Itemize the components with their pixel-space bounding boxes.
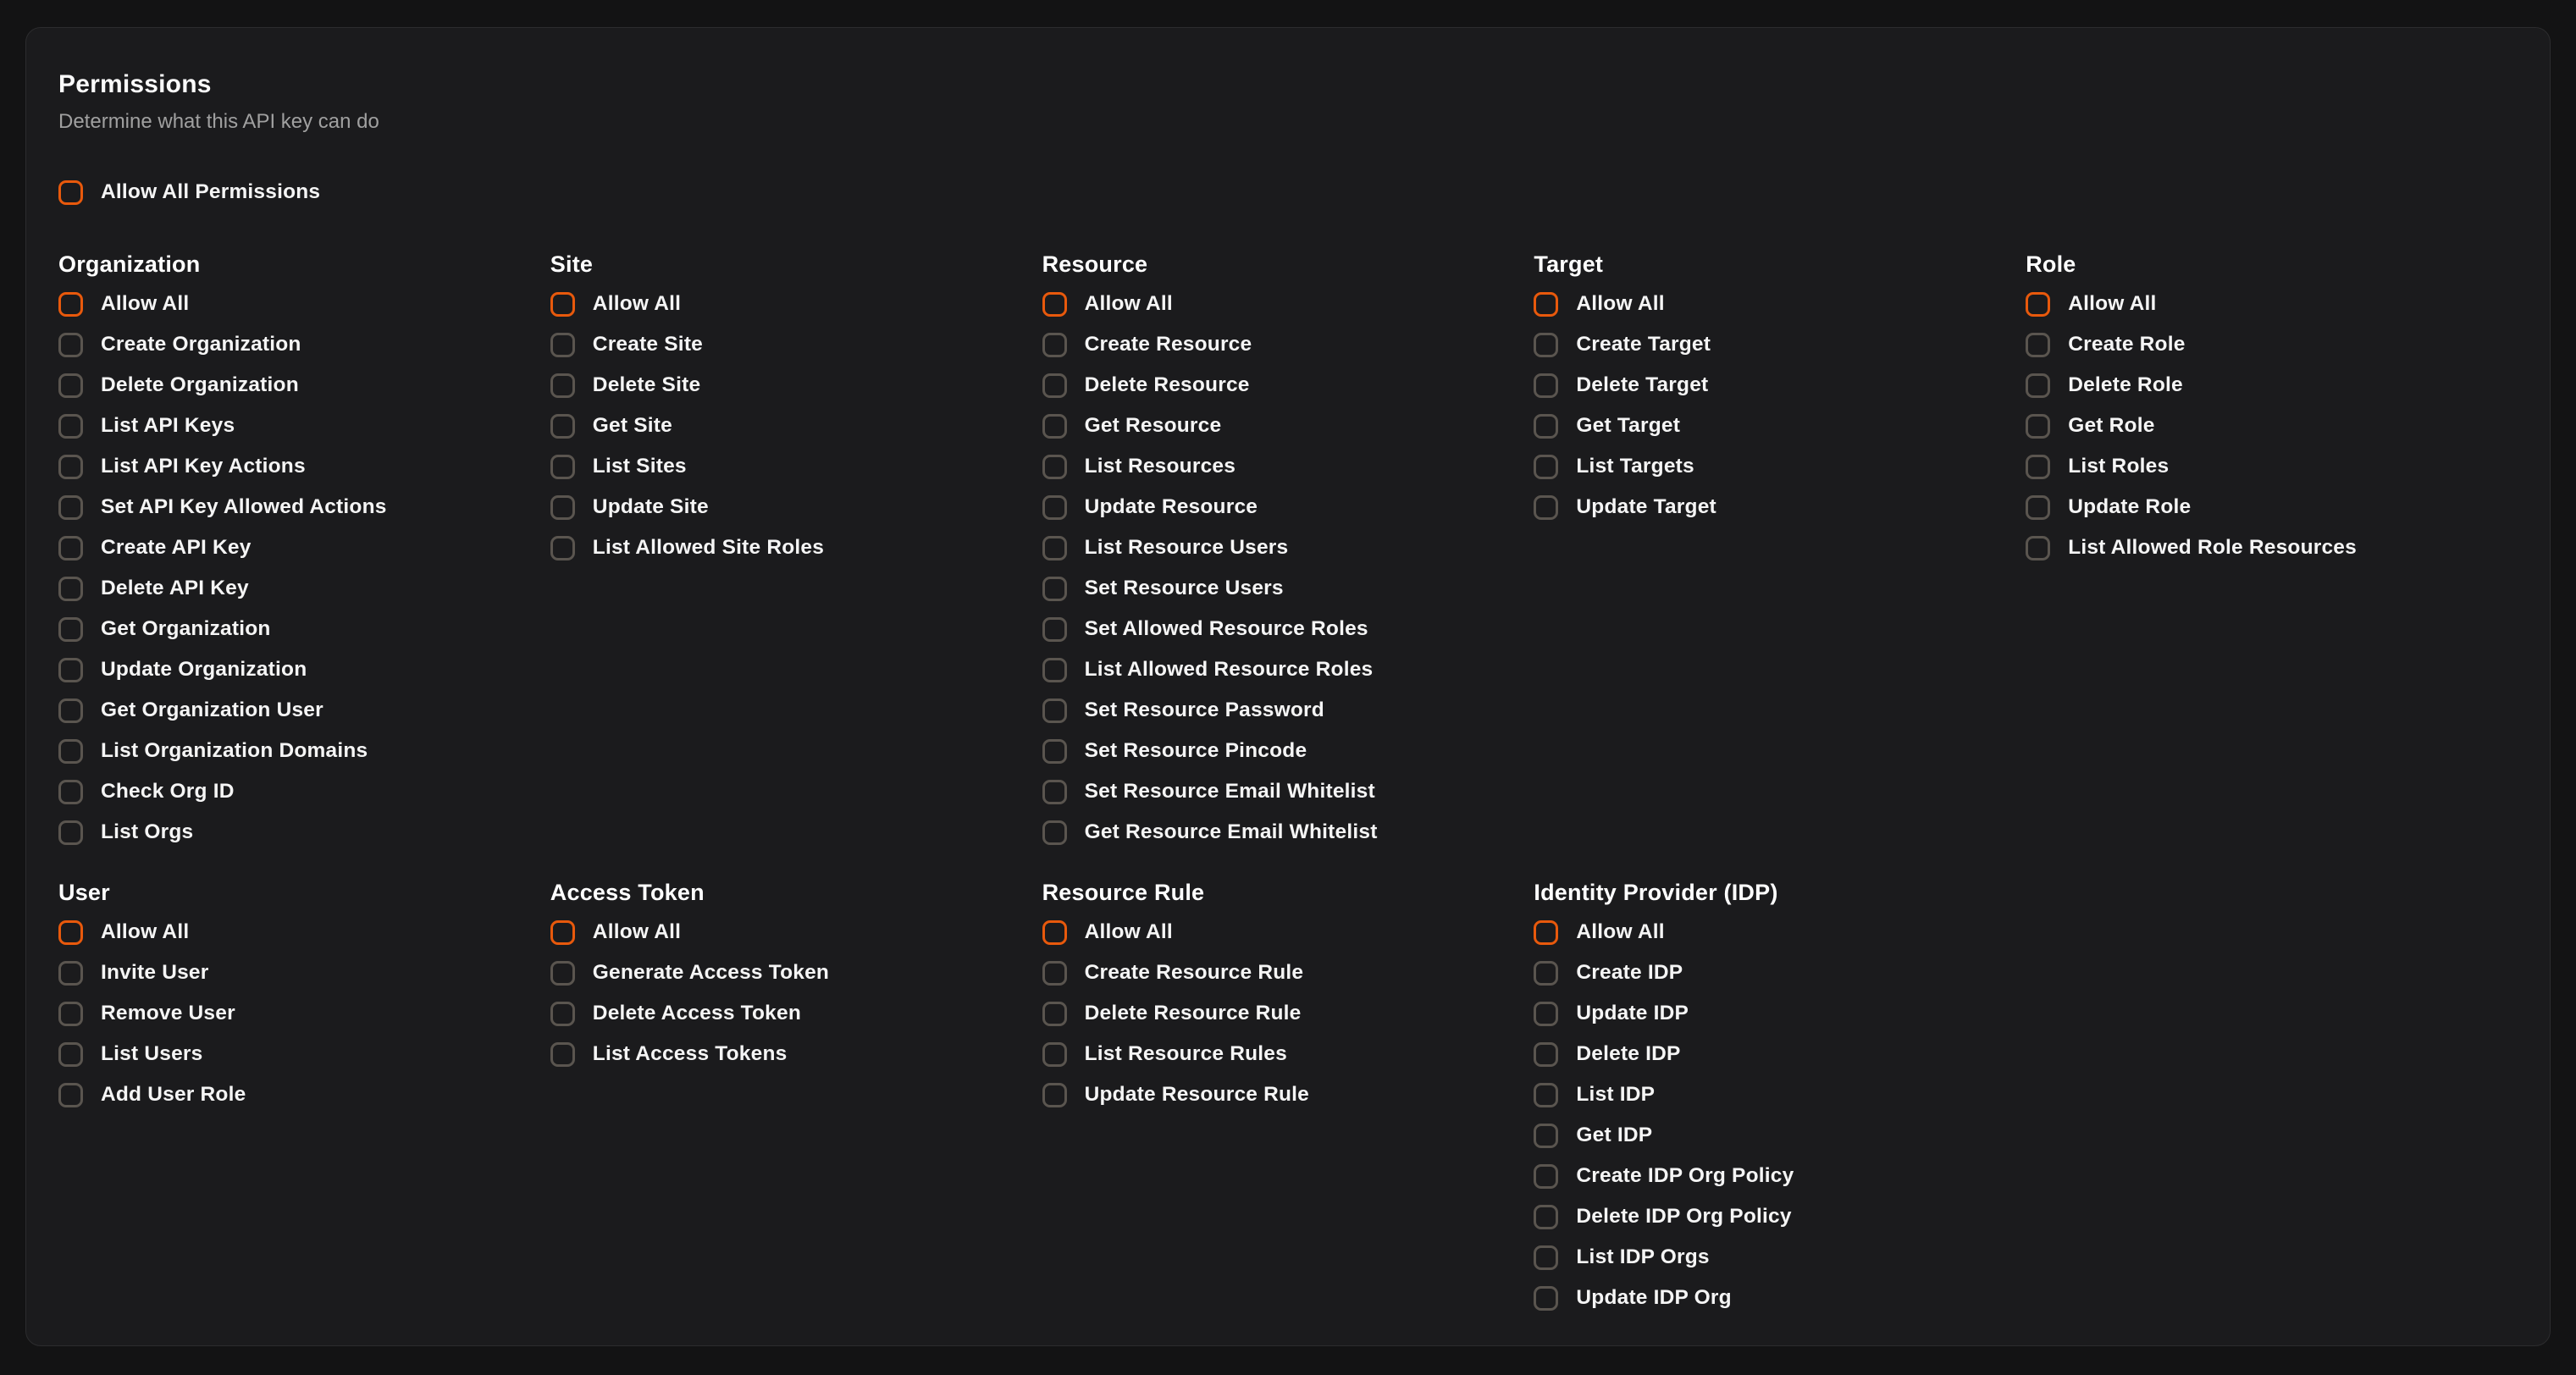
checkbox-icon[interactable] xyxy=(550,455,575,479)
checkbox-icon[interactable] xyxy=(1534,1124,1558,1148)
permission-checkbox-row[interactable] xyxy=(1534,993,2026,1034)
permission-label: Get Target xyxy=(1576,414,1681,437)
permission-label: Remove User xyxy=(101,1002,235,1024)
permission-checkbox-row[interactable] xyxy=(1534,1237,2026,1278)
section-title: Organization xyxy=(58,251,201,277)
permission-label: Get Organization xyxy=(101,617,271,640)
checkbox-icon[interactable] xyxy=(1534,961,1558,986)
checkbox-icon[interactable] xyxy=(1534,1164,1558,1189)
permission-label: List Sites xyxy=(592,455,687,478)
checkbox-icon[interactable] xyxy=(1534,1002,1558,1026)
permission-checkbox-row[interactable] xyxy=(2026,365,2518,406)
checkbox-icon[interactable] xyxy=(1042,920,1067,945)
permission-label: List Roles xyxy=(2068,455,2170,478)
permission-checkbox-row[interactable] xyxy=(1042,446,1534,487)
checkbox-icon[interactable] xyxy=(1042,292,1067,317)
permission-label: Check Org ID xyxy=(101,780,235,803)
permissions-card xyxy=(25,27,2551,1346)
checkbox-icon[interactable] xyxy=(550,1042,575,1067)
permission-section xyxy=(58,878,550,1115)
checkbox-icon[interactable] xyxy=(58,414,83,439)
section-title: Identity Provider (IDP) xyxy=(1534,880,1778,905)
permission-label: Delete Resource Rule xyxy=(1084,1002,1302,1024)
permission-checkbox-row[interactable] xyxy=(550,1034,1042,1074)
permission-checkbox-row[interactable] xyxy=(1534,406,2026,446)
checkbox-icon[interactable] xyxy=(58,780,83,804)
permission-label: Update Resource xyxy=(1084,495,1258,518)
permission-checkbox-row[interactable] xyxy=(1534,487,2026,527)
permission-checkbox-row[interactable] xyxy=(58,731,550,771)
permission-checkbox-row[interactable] xyxy=(1534,284,2026,324)
permission-label: Create IDP Org Policy xyxy=(1576,1164,1794,1187)
checkbox-icon[interactable] xyxy=(1042,617,1067,642)
checkbox-icon[interactable] xyxy=(1534,414,1558,439)
permission-label: Allow All xyxy=(1576,920,1665,943)
permission-checkbox-row[interactable] xyxy=(1042,1034,1534,1074)
permission-checkbox-row[interactable] xyxy=(2026,324,2518,365)
permission-label: Allow All xyxy=(1084,920,1173,943)
permission-checkbox-row[interactable] xyxy=(1042,993,1534,1034)
permission-checkbox-row[interactable] xyxy=(1534,446,2026,487)
permission-label: List API Key Actions xyxy=(101,455,306,478)
permission-label: Create Organization xyxy=(101,333,301,356)
permission-checkbox-row[interactable] xyxy=(1534,912,2026,953)
permission-checkbox-row[interactable] xyxy=(58,324,550,365)
permission-checkbox-row[interactable] xyxy=(1042,953,1534,993)
checkbox-icon[interactable] xyxy=(58,333,83,357)
permission-checkbox-row[interactable] xyxy=(2026,284,2518,324)
checkbox-icon[interactable] xyxy=(1042,961,1067,986)
permissions-grid xyxy=(58,250,2518,1318)
permission-checkbox-row[interactable] xyxy=(1534,1196,2026,1237)
permission-label: Allow All xyxy=(592,920,682,943)
permission-section xyxy=(1534,250,2026,527)
checkbox-icon[interactable] xyxy=(1534,1083,1558,1107)
section-title: Target xyxy=(1534,251,1604,277)
permission-label: List Orgs xyxy=(101,820,194,843)
permission-checkbox-row[interactable] xyxy=(58,609,550,649)
permission-checkbox-row[interactable] xyxy=(58,284,550,324)
permission-label: Allow All xyxy=(101,292,190,315)
permission-checkbox-row[interactable] xyxy=(1534,1278,2026,1318)
permission-label: Update IDP xyxy=(1576,1002,1689,1024)
checkbox-icon[interactable] xyxy=(58,373,83,398)
permission-label: Invite User xyxy=(101,961,209,984)
panel-title: Permissions xyxy=(58,70,212,98)
permission-checkbox-row[interactable] xyxy=(1042,690,1534,731)
checkbox-icon[interactable] xyxy=(2026,414,2050,439)
checkbox-icon[interactable] xyxy=(58,455,83,479)
checkbox-icon[interactable] xyxy=(1534,292,1558,317)
permission-checkbox-row[interactable] xyxy=(2026,446,2518,487)
checkbox-icon[interactable] xyxy=(58,658,83,682)
permission-label: Delete Site xyxy=(592,373,701,396)
permission-label: Create Target xyxy=(1576,333,1711,356)
checkbox-icon[interactable] xyxy=(550,495,575,520)
checkbox-icon[interactable] xyxy=(1534,1205,1558,1229)
permission-checkbox-row[interactable] xyxy=(58,649,550,690)
checkbox-icon[interactable] xyxy=(550,536,575,560)
checkbox-icon[interactable] xyxy=(1042,739,1067,764)
checkbox-icon[interactable] xyxy=(58,739,83,764)
permission-checkbox-row[interactable] xyxy=(1042,812,1534,853)
checkbox-icon[interactable] xyxy=(550,1002,575,1026)
permission-checkbox-row[interactable] xyxy=(1042,649,1534,690)
permission-section xyxy=(550,878,1042,1074)
permission-checkbox-row[interactable] xyxy=(550,993,1042,1034)
permission-label: Delete IDP Org Policy xyxy=(1576,1205,1792,1228)
permission-checkbox-row[interactable] xyxy=(1534,1034,2026,1074)
permission-checkbox-row[interactable] xyxy=(1042,912,1534,953)
permission-checkbox-row[interactable] xyxy=(2026,406,2518,446)
permission-checkbox-row[interactable] xyxy=(1042,1074,1534,1115)
permission-label: Allow All xyxy=(1576,292,1665,315)
permission-label: Create Resource Rule xyxy=(1084,961,1304,984)
permission-section xyxy=(1534,878,2026,1318)
permission-checkbox-row[interactable] xyxy=(58,1074,550,1115)
permission-checkbox-row[interactable] xyxy=(550,284,1042,324)
panel-subtitle: Determine what this API key can do xyxy=(58,110,379,133)
permission-checkbox-row[interactable] xyxy=(1042,324,1534,365)
permission-label: Set API Key Allowed Actions xyxy=(101,495,387,518)
checkbox-icon[interactable] xyxy=(2026,455,2050,479)
checkbox-icon[interactable] xyxy=(1042,373,1067,398)
checkbox-icon[interactable] xyxy=(1042,414,1067,439)
permission-checkbox-row[interactable] xyxy=(58,953,550,993)
checkbox-icon[interactable] xyxy=(550,414,575,439)
checkbox-icon[interactable] xyxy=(2026,495,2050,520)
permission-label: Create API Key xyxy=(101,536,252,559)
section-title: Role xyxy=(2026,251,2076,277)
permission-label: Delete Role xyxy=(2068,373,2183,396)
permission-checkbox-row[interactable] xyxy=(1042,284,1534,324)
permission-label: Update IDP Org xyxy=(1576,1286,1732,1309)
allow-all-permissions-row[interactable] xyxy=(58,172,2518,213)
checkbox-icon[interactable] xyxy=(1042,780,1067,804)
permission-checkbox-row[interactable] xyxy=(1042,406,1534,446)
checkbox-icon[interactable] xyxy=(1534,1042,1558,1067)
permission-label: List Targets xyxy=(1576,455,1694,478)
permission-label: Get Resource xyxy=(1084,414,1222,437)
checkbox-icon[interactable] xyxy=(1042,333,1067,357)
checkbox-icon[interactable] xyxy=(58,495,83,520)
checkbox-icon[interactable] xyxy=(1042,699,1067,723)
permission-checkbox-row[interactable] xyxy=(1042,731,1534,771)
permission-checkbox-row[interactable] xyxy=(1042,771,1534,812)
checkbox-icon[interactable] xyxy=(58,536,83,560)
permission-label: Add User Role xyxy=(101,1083,246,1106)
permission-label: Update Resource Rule xyxy=(1084,1083,1309,1106)
permission-label: Delete Access Token xyxy=(592,1002,801,1024)
permission-section xyxy=(58,250,550,853)
section-title: Access Token xyxy=(550,880,705,905)
checkbox-icon[interactable] xyxy=(58,617,83,642)
permission-checkbox-row[interactable] xyxy=(58,771,550,812)
permission-label: List Organization Domains xyxy=(101,739,368,762)
permission-checkbox-row[interactable] xyxy=(58,1034,550,1074)
checkbox-icon[interactable] xyxy=(1042,1042,1067,1067)
permission-label: Update Site xyxy=(592,495,709,518)
checkbox-icon[interactable] xyxy=(1042,577,1067,601)
permission-label: Allow All Permissions xyxy=(101,180,321,203)
section-title: Resource xyxy=(1042,251,1148,277)
permission-label: List Allowed Resource Roles xyxy=(1084,658,1374,681)
permission-label: List Resources xyxy=(1084,455,1236,478)
checkbox-icon[interactable] xyxy=(58,961,83,986)
permission-checkbox-row[interactable] xyxy=(58,812,550,853)
permission-label: Get Resource Email Whitelist xyxy=(1084,820,1378,843)
permission-label: Get IDP xyxy=(1576,1124,1653,1146)
permission-label: Update Target xyxy=(1576,495,1716,518)
checkbox-icon[interactable] xyxy=(1042,1002,1067,1026)
permission-checkbox-row[interactable] xyxy=(1042,487,1534,527)
checkbox-icon[interactable] xyxy=(58,1002,83,1026)
checkbox-icon[interactable] xyxy=(58,699,83,723)
permission-checkbox-row[interactable] xyxy=(1534,1115,2026,1156)
permission-checkbox-row[interactable] xyxy=(550,324,1042,365)
permission-checkbox-row[interactable] xyxy=(1534,1074,2026,1115)
checkbox-icon[interactable] xyxy=(58,820,83,845)
permission-label: List IDP xyxy=(1576,1083,1656,1106)
permission-label: Set Resource Users xyxy=(1084,577,1284,599)
permission-label: List Users xyxy=(101,1042,203,1065)
checkbox-icon[interactable] xyxy=(1042,820,1067,845)
permission-checkbox-row[interactable] xyxy=(58,912,550,953)
permission-checkbox-row[interactable] xyxy=(58,446,550,487)
permission-checkbox-row[interactable] xyxy=(550,365,1042,406)
permission-label: Set Resource Email Whitelist xyxy=(1084,780,1375,803)
permission-checkbox-row[interactable] xyxy=(1534,1156,2026,1196)
permission-label: Delete Resource xyxy=(1084,373,1250,396)
section-title: Site xyxy=(550,251,594,277)
permission-checkbox-row[interactable] xyxy=(58,365,550,406)
checkbox-icon[interactable] xyxy=(2026,536,2050,560)
permission-checkbox-row[interactable] xyxy=(58,690,550,731)
permission-label: Set Resource Password xyxy=(1084,699,1324,721)
permission-checkbox-row[interactable] xyxy=(58,568,550,609)
permission-label: Allow All xyxy=(101,920,190,943)
permission-label: Create Role xyxy=(2068,333,2186,356)
checkbox-icon[interactable] xyxy=(1534,920,1558,945)
checkbox-icon[interactable] xyxy=(2026,373,2050,398)
permission-checkbox-row[interactable] xyxy=(58,993,550,1034)
checkbox-icon[interactable] xyxy=(1042,455,1067,479)
checkbox-icon[interactable] xyxy=(1534,495,1558,520)
permission-checkbox-row[interactable] xyxy=(1042,609,1534,649)
permission-checkbox-row[interactable] xyxy=(1042,568,1534,609)
permission-checkbox-row[interactable] xyxy=(550,487,1042,527)
checkbox-icon[interactable] xyxy=(550,961,575,986)
permission-label: Get Site xyxy=(592,414,672,437)
permission-label: Create Resource xyxy=(1084,333,1252,356)
checkbox-icon[interactable] xyxy=(1534,455,1558,479)
permission-label: List API Keys xyxy=(101,414,235,437)
checkbox-icon[interactable] xyxy=(1042,536,1067,560)
permission-checkbox-row[interactable] xyxy=(550,953,1042,993)
permission-label: Create Site xyxy=(592,333,703,356)
checkbox-icon[interactable] xyxy=(1042,1083,1067,1107)
permission-label: List Allowed Site Roles xyxy=(592,536,825,559)
permission-label: Delete IDP xyxy=(1576,1042,1681,1065)
checkbox-icon[interactable] xyxy=(1042,495,1067,520)
permission-checkbox-row[interactable] xyxy=(1042,527,1534,568)
permission-label: List Resource Users xyxy=(1084,536,1289,559)
permission-label: Delete Target xyxy=(1576,373,1709,396)
permission-checkbox-row[interactable] xyxy=(58,487,550,527)
checkbox-icon[interactable] xyxy=(1534,333,1558,357)
permission-label: Update Role xyxy=(2068,495,2192,518)
permission-label: List Allowed Role Resources xyxy=(2068,536,2357,559)
permission-label: Generate Access Token xyxy=(592,961,830,984)
permission-checkbox-row[interactable] xyxy=(58,527,550,568)
checkbox-icon[interactable] xyxy=(1534,1286,1558,1311)
checkbox-icon[interactable] xyxy=(2026,333,2050,357)
permission-section xyxy=(1042,250,1534,853)
permission-label: Update Organization xyxy=(101,658,307,681)
permission-label: Allow All xyxy=(592,292,682,315)
checkbox-icon[interactable] xyxy=(550,292,575,317)
permission-checkbox-row[interactable] xyxy=(58,406,550,446)
permission-checkbox-row[interactable] xyxy=(1042,365,1534,406)
permission-label: List Access Tokens xyxy=(592,1042,788,1065)
checkbox-icon[interactable] xyxy=(2026,292,2050,317)
checkbox-icon[interactable] xyxy=(58,1042,83,1067)
checkbox-icon[interactable] xyxy=(58,292,83,317)
permission-checkbox-row[interactable] xyxy=(550,912,1042,953)
permission-label: Delete Organization xyxy=(101,373,299,396)
checkbox-icon[interactable] xyxy=(1042,658,1067,682)
checkbox-icon[interactable] xyxy=(58,920,83,945)
permission-checkbox-row[interactable] xyxy=(1534,365,2026,406)
permission-checkbox-row[interactable] xyxy=(1534,324,2026,365)
checkbox-icon[interactable] xyxy=(58,577,83,601)
section-title: Resource Rule xyxy=(1042,880,1205,905)
checkbox-icon[interactable] xyxy=(58,180,83,205)
permission-checkbox-row[interactable] xyxy=(550,527,1042,568)
permission-section xyxy=(550,250,1042,568)
permission-checkbox-row[interactable] xyxy=(1534,953,2026,993)
permission-checkbox-row[interactable] xyxy=(2026,487,2518,527)
permission-checkbox-row[interactable] xyxy=(550,446,1042,487)
permission-label: Get Role xyxy=(2068,414,2155,437)
permission-label: List IDP Orgs xyxy=(1576,1245,1710,1268)
permission-label: Get Organization User xyxy=(101,699,323,721)
checkbox-icon[interactable] xyxy=(550,920,575,945)
permission-label: Delete API Key xyxy=(101,577,249,599)
permission-label: Set Allowed Resource Roles xyxy=(1084,617,1368,640)
section-title: User xyxy=(58,880,110,905)
checkbox-icon[interactable] xyxy=(1534,373,1558,398)
checkbox-icon[interactable] xyxy=(58,1083,83,1107)
checkbox-icon[interactable] xyxy=(550,333,575,357)
permission-checkbox-row[interactable] xyxy=(550,406,1042,446)
permission-label: List Resource Rules xyxy=(1084,1042,1287,1065)
permission-label: Set Resource Pincode xyxy=(1084,739,1307,762)
checkbox-icon[interactable] xyxy=(1534,1245,1558,1270)
permission-label: Allow All xyxy=(1084,292,1173,315)
permission-section xyxy=(1042,878,1534,1115)
permission-section xyxy=(2026,250,2518,568)
permission-checkbox-row[interactable] xyxy=(2026,527,2518,568)
permission-label: Create IDP xyxy=(1576,961,1683,984)
checkbox-icon[interactable] xyxy=(550,373,575,398)
permission-label: Allow All xyxy=(2068,292,2157,315)
